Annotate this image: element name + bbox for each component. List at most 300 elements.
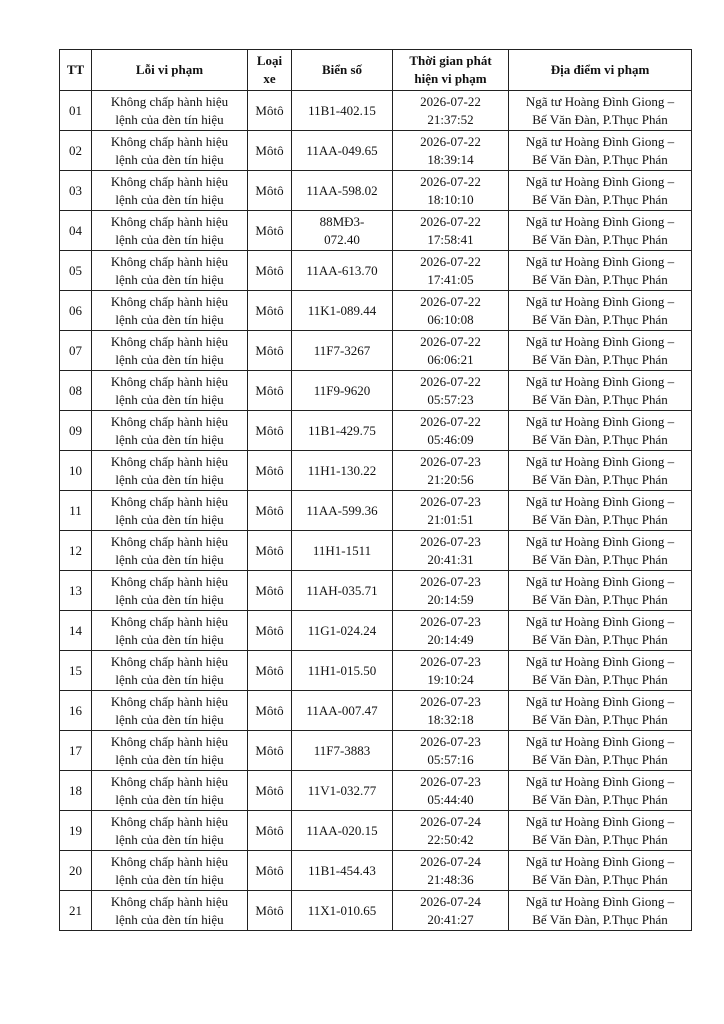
cell-loi-line2: lệnh của đèn tín hiệu xyxy=(115,511,224,527)
cell-dia-diem xyxy=(509,811,692,851)
cell-date: 2026-07-22 xyxy=(420,133,481,149)
cell-loi-line2: lệnh của đèn tín hiệu xyxy=(115,711,224,727)
cell-dd-line2: Bế Văn Đàn, P.Thục Phán xyxy=(532,551,668,567)
table-row xyxy=(60,291,692,331)
cell-bien-line1: 11AA-613.70 xyxy=(306,262,378,278)
cell-thoi-gian xyxy=(393,331,509,371)
cell-bien-line1: 11B1-402.15 xyxy=(308,102,376,118)
cell-loi-line2: lệnh của đèn tín hiệu xyxy=(115,271,224,287)
cell-loi-vi-pham xyxy=(92,451,248,491)
cell-dia-diem xyxy=(509,771,692,811)
cell-dd-line1: Ngã tư Hoàng Đình Giong – xyxy=(525,213,675,229)
cell-bien-line1: 11H1-015.50 xyxy=(307,662,377,678)
header-loi-vi-pham: Lỗi vi phạm xyxy=(92,50,248,91)
cell-bien-so xyxy=(292,91,393,131)
cell-loi-vi-pham xyxy=(92,731,248,771)
cell-dd-line2: Bế Văn Đàn, P.Thục Phán xyxy=(532,391,668,407)
cell-dia-diem xyxy=(509,211,692,251)
cell-loai-xe: Môtô xyxy=(248,771,292,811)
cell-loi-line1: Không chấp hành hiệu xyxy=(110,453,229,469)
cell-loai-xe: Môtô xyxy=(248,611,292,651)
cell-thoi-gian xyxy=(393,91,509,131)
cell-bien-line1: 11AA-599.36 xyxy=(306,502,378,518)
cell-dd-line1: Ngã tư Hoàng Đình Giong – xyxy=(525,653,675,669)
cell-bien-line1: 11G1-024.24 xyxy=(307,622,377,638)
table-row xyxy=(60,171,692,211)
cell-dia-diem xyxy=(509,571,692,611)
cell-bien-line1: 11B1-429.75 xyxy=(308,422,376,438)
cell-loi-line1: Không chấp hành hiệu xyxy=(110,413,229,429)
cell-thoi-gian xyxy=(393,211,509,251)
cell-loi-line2: lệnh của đèn tín hiệu xyxy=(115,471,224,487)
table-row xyxy=(60,571,692,611)
cell-time: 18:32:18 xyxy=(427,711,474,727)
cell-tt: 14 xyxy=(60,611,92,651)
cell-dd-line2: Bế Văn Đàn, P.Thục Phán xyxy=(532,511,668,527)
cell-loai-xe: Môtô xyxy=(248,91,292,131)
violations-table xyxy=(59,49,692,931)
cell-time: 18:10:10 xyxy=(427,191,474,207)
header-tt: TT xyxy=(60,50,92,91)
cell-dia-diem xyxy=(509,851,692,891)
cell-dd-line1: Ngã tư Hoàng Đình Giong – xyxy=(525,93,675,109)
cell-loai-xe: Môtô xyxy=(248,371,292,411)
cell-date: 2026-07-24 xyxy=(420,853,481,869)
cell-dd-line2: Bế Văn Đàn, P.Thục Phán xyxy=(532,351,668,367)
cell-bien-line1: 11X1-010.65 xyxy=(307,902,377,918)
cell-dia-diem xyxy=(509,291,692,331)
cell-loi-line2: lệnh của đèn tín hiệu xyxy=(115,671,224,687)
cell-loi-vi-pham xyxy=(92,131,248,171)
cell-date: 2026-07-23 xyxy=(420,453,481,469)
cell-dd-line2: Bế Văn Đàn, P.Thục Phán xyxy=(532,911,668,927)
cell-loi-line2: lệnh của đèn tín hiệu xyxy=(115,871,224,887)
cell-tt: 04 xyxy=(60,211,92,251)
cell-date: 2026-07-23 xyxy=(420,773,481,789)
table-row xyxy=(60,771,692,811)
cell-thoi-gian xyxy=(393,691,509,731)
cell-loi-line2: lệnh của đèn tín hiệu xyxy=(115,231,224,247)
cell-date: 2026-07-22 xyxy=(420,173,481,189)
table-row xyxy=(60,651,692,691)
cell-loi-vi-pham xyxy=(92,531,248,571)
cell-bien-line1: 11H1-130.22 xyxy=(307,462,377,478)
cell-loi-line2: lệnh của đèn tín hiệu xyxy=(115,151,224,167)
cell-dd-line1: Ngã tư Hoàng Đình Giong – xyxy=(525,293,675,309)
cell-date: 2026-07-22 xyxy=(420,373,481,389)
cell-loai-xe: Môtô xyxy=(248,811,292,851)
cell-bien-line1: 11V1-032.77 xyxy=(307,782,377,798)
cell-bien-so xyxy=(292,291,393,331)
cell-thoi-gian xyxy=(393,491,509,531)
cell-loi-line2: lệnh của đèn tín hiệu xyxy=(115,791,224,807)
cell-loai-xe: Môtô xyxy=(248,411,292,451)
cell-dd-line1: Ngã tư Hoàng Đình Giong – xyxy=(525,613,675,629)
cell-bien-so xyxy=(292,531,393,571)
cell-dd-line2: Bế Văn Đàn, P.Thục Phán xyxy=(532,271,668,287)
cell-tt: 09 xyxy=(60,411,92,451)
table-row xyxy=(60,331,692,371)
cell-loi-line2: lệnh của đèn tín hiệu xyxy=(115,551,224,567)
cell-loi-vi-pham xyxy=(92,171,248,211)
cell-loai-xe: Môtô xyxy=(248,571,292,611)
cell-bien-so xyxy=(292,251,393,291)
cell-tt: 13 xyxy=(60,571,92,611)
header-loai-xe xyxy=(248,50,292,91)
cell-loi-line2: lệnh của đèn tín hiệu xyxy=(115,831,224,847)
cell-tt: 21 xyxy=(60,891,92,931)
cell-loi-line1: Không chấp hành hiệu xyxy=(110,253,229,269)
cell-loi-line1: Không chấp hành hiệu xyxy=(110,573,229,589)
table-row xyxy=(60,411,692,451)
cell-bien-line1: 11B1-454.43 xyxy=(308,862,376,878)
cell-dd-line1: Ngã tư Hoàng Đình Giong – xyxy=(525,493,675,509)
table-row xyxy=(60,251,692,291)
cell-loi-line1: Không chấp hành hiệu xyxy=(110,173,229,189)
cell-time: 20:41:27 xyxy=(427,911,474,927)
cell-time: 06:10:08 xyxy=(427,311,474,327)
cell-bien-so xyxy=(292,571,393,611)
table-row xyxy=(60,211,692,251)
cell-time: 06:06:21 xyxy=(427,351,474,367)
cell-loai-xe: Môtô xyxy=(248,211,292,251)
table-row xyxy=(60,851,692,891)
cell-loi-line1: Không chấp hành hiệu xyxy=(110,333,229,349)
cell-loi-line2: lệnh của đèn tín hiệu xyxy=(115,631,224,647)
cell-loi-line2: lệnh của đèn tín hiệu xyxy=(115,191,224,207)
cell-tt: 08 xyxy=(60,371,92,411)
cell-bien-so xyxy=(292,451,393,491)
cell-loai-xe: Môtô xyxy=(248,851,292,891)
cell-time: 22:50:42 xyxy=(427,831,474,847)
cell-time: 05:44:40 xyxy=(427,791,474,807)
cell-loai-xe: Môtô xyxy=(248,491,292,531)
cell-dd-line2: Bế Văn Đàn, P.Thục Phán xyxy=(532,831,668,847)
cell-dd-line2: Bế Văn Đàn, P.Thục Phán xyxy=(532,431,668,447)
table-row xyxy=(60,611,692,651)
cell-loi-line2: lệnh của đèn tín hiệu xyxy=(115,911,224,927)
cell-dd-line1: Ngã tư Hoàng Đình Giong – xyxy=(525,733,675,749)
cell-dd-line1: Ngã tư Hoàng Đình Giong – xyxy=(525,893,675,909)
cell-dd-line1: Ngã tư Hoàng Đình Giong – xyxy=(525,333,675,349)
header-thoi-gian-line1: Thời gian phát xyxy=(409,53,492,68)
cell-bien-so xyxy=(292,691,393,731)
cell-dd-line2: Bế Văn Đàn, P.Thục Phán xyxy=(532,151,668,167)
cell-dd-line1: Ngã tư Hoàng Đình Giong – xyxy=(525,773,675,789)
cell-dia-diem xyxy=(509,451,692,491)
cell-bien-so xyxy=(292,411,393,451)
cell-bien-line1: 11AA-020.15 xyxy=(306,822,378,838)
cell-date: 2026-07-23 xyxy=(420,693,481,709)
cell-loi-line2: lệnh của đèn tín hiệu xyxy=(115,591,224,607)
cell-dd-line1: Ngã tư Hoàng Đình Giong – xyxy=(525,533,675,549)
cell-time: 20:41:31 xyxy=(427,551,474,567)
cell-bien-so xyxy=(292,851,393,891)
cell-date: 2026-07-22 xyxy=(420,93,481,109)
cell-loi-vi-pham xyxy=(92,651,248,691)
cell-bien-so xyxy=(292,211,393,251)
cell-loai-xe: Môtô xyxy=(248,691,292,731)
cell-dia-diem xyxy=(509,691,692,731)
cell-date: 2026-07-22 xyxy=(420,413,481,429)
cell-loi-line2: lệnh của đèn tín hiệu xyxy=(115,111,224,127)
cell-bien-line1: 11K1-089.44 xyxy=(307,302,377,318)
cell-thoi-gian xyxy=(393,451,509,491)
cell-thoi-gian xyxy=(393,851,509,891)
cell-dd-line1: Ngã tư Hoàng Đình Giong – xyxy=(525,453,675,469)
cell-dia-diem xyxy=(509,131,692,171)
cell-bien-line1: 11F9-9620 xyxy=(313,382,371,398)
cell-loi-vi-pham xyxy=(92,251,248,291)
cell-thoi-gian xyxy=(393,531,509,571)
header-row xyxy=(60,50,692,91)
cell-tt: 02 xyxy=(60,131,92,171)
cell-thoi-gian xyxy=(393,771,509,811)
cell-dd-line1: Ngã tư Hoàng Đình Giong – xyxy=(525,413,675,429)
header-loai-xe-line1: Loại xyxy=(256,53,283,68)
cell-loi-vi-pham xyxy=(92,491,248,531)
table-row xyxy=(60,91,692,131)
table-row xyxy=(60,691,692,731)
cell-loi-line1: Không chấp hành hiệu xyxy=(110,373,229,389)
cell-date: 2026-07-23 xyxy=(420,493,481,509)
cell-loai-xe: Môtô xyxy=(248,731,292,771)
cell-bien-so xyxy=(292,811,393,851)
cell-bien-so xyxy=(292,331,393,371)
cell-loi-line1: Không chấp hành hiệu xyxy=(110,93,229,109)
cell-loi-vi-pham xyxy=(92,211,248,251)
cell-bien-line1: 11AA-598.02 xyxy=(306,182,378,198)
cell-date: 2026-07-23 xyxy=(420,653,481,669)
cell-thoi-gian xyxy=(393,411,509,451)
cell-dd-line1: Ngã tư Hoàng Đình Giong – xyxy=(525,253,675,269)
cell-thoi-gian xyxy=(393,651,509,691)
cell-date: 2026-07-22 xyxy=(420,253,481,269)
cell-dd-line1: Ngã tư Hoàng Đình Giong – xyxy=(525,173,675,189)
cell-loi-line1: Không chấp hành hiệu xyxy=(110,773,229,789)
cell-tt: 19 xyxy=(60,811,92,851)
header-dia-diem: Địa điểm vi phạm xyxy=(509,50,692,91)
cell-thoi-gian xyxy=(393,731,509,771)
cell-loi-vi-pham xyxy=(92,891,248,931)
cell-date: 2026-07-24 xyxy=(420,813,481,829)
cell-bien-line1: 11AH-035.71 xyxy=(306,582,378,598)
cell-loi-vi-pham xyxy=(92,611,248,651)
cell-loai-xe: Môtô xyxy=(248,291,292,331)
cell-thoi-gian xyxy=(393,611,509,651)
cell-time: 21:20:56 xyxy=(427,471,474,487)
cell-dia-diem xyxy=(509,371,692,411)
cell-loi-line2: lệnh của đèn tín hiệu xyxy=(115,311,224,327)
cell-dia-diem xyxy=(509,531,692,571)
cell-dd-line2: Bế Văn Đàn, P.Thục Phán xyxy=(532,871,668,887)
cell-dd-line2: Bế Văn Đàn, P.Thục Phán xyxy=(532,191,668,207)
table-row xyxy=(60,531,692,571)
cell-date: 2026-07-22 xyxy=(420,333,481,349)
cell-loi-line1: Không chấp hành hiệu xyxy=(110,493,229,509)
cell-dia-diem xyxy=(509,411,692,451)
cell-thoi-gian xyxy=(393,171,509,211)
cell-thoi-gian xyxy=(393,371,509,411)
cell-bien-line2: 072.40 xyxy=(324,231,360,247)
cell-dia-diem xyxy=(509,91,692,131)
cell-dd-line2: Bế Văn Đàn, P.Thục Phán xyxy=(532,111,668,127)
cell-loi-vi-pham xyxy=(92,691,248,731)
cell-loai-xe: Môtô xyxy=(248,891,292,931)
cell-tt: 12 xyxy=(60,531,92,571)
table-row xyxy=(60,811,692,851)
cell-dia-diem xyxy=(509,171,692,211)
cell-loi-line1: Không chấp hành hiệu xyxy=(110,733,229,749)
cell-time: 19:10:24 xyxy=(427,671,474,687)
cell-time: 21:01:51 xyxy=(427,511,474,527)
cell-dd-line1: Ngã tư Hoàng Đình Giong – xyxy=(525,693,675,709)
cell-dia-diem xyxy=(509,731,692,771)
table-row xyxy=(60,371,692,411)
cell-loai-xe: Môtô xyxy=(248,171,292,211)
cell-loi-line1: Không chấp hành hiệu xyxy=(110,613,229,629)
cell-loai-xe: Môtô xyxy=(248,251,292,291)
cell-tt: 20 xyxy=(60,851,92,891)
header-thoi-gian xyxy=(393,50,509,91)
cell-bien-so xyxy=(292,771,393,811)
cell-tt: 01 xyxy=(60,91,92,131)
cell-loai-xe: Môtô xyxy=(248,131,292,171)
cell-tt: 10 xyxy=(60,451,92,491)
cell-tt: 15 xyxy=(60,651,92,691)
cell-date: 2026-07-22 xyxy=(420,293,481,309)
cell-bien-so xyxy=(292,371,393,411)
header-bien-so: Biển số xyxy=(292,50,393,91)
cell-date: 2026-07-23 xyxy=(420,733,481,749)
cell-date: 2026-07-23 xyxy=(420,533,481,549)
cell-dd-line2: Bế Văn Đàn, P.Thục Phán xyxy=(532,231,668,247)
cell-dd-line2: Bế Văn Đàn, P.Thục Phán xyxy=(532,791,668,807)
cell-loai-xe: Môtô xyxy=(248,651,292,691)
cell-time: 05:57:16 xyxy=(427,751,474,767)
cell-date: 2026-07-23 xyxy=(420,573,481,589)
cell-bien-line1: 11AA-007.47 xyxy=(306,702,378,718)
table-row xyxy=(60,131,692,171)
cell-tt: 07 xyxy=(60,331,92,371)
cell-bien-so xyxy=(292,891,393,931)
cell-thoi-gian xyxy=(393,891,509,931)
cell-thoi-gian xyxy=(393,811,509,851)
table-header xyxy=(60,50,692,91)
cell-tt: 06 xyxy=(60,291,92,331)
cell-dd-line2: Bế Văn Đàn, P.Thục Phán xyxy=(532,591,668,607)
cell-time: 05:46:09 xyxy=(427,431,474,447)
cell-tt: 17 xyxy=(60,731,92,771)
cell-loi-vi-pham xyxy=(92,331,248,371)
cell-dd-line1: Ngã tư Hoàng Đình Giong – xyxy=(525,133,675,149)
cell-time: 17:58:41 xyxy=(427,231,474,247)
cell-time: 20:14:49 xyxy=(427,631,474,647)
cell-dd-line2: Bế Văn Đàn, P.Thục Phán xyxy=(532,471,668,487)
cell-date: 2026-07-23 xyxy=(420,613,481,629)
cell-loi-line1: Không chấp hành hiệu xyxy=(110,853,229,869)
cell-loi-line1: Không chấp hành hiệu xyxy=(110,893,229,909)
cell-loi-line2: lệnh của đèn tín hiệu xyxy=(115,351,224,367)
cell-loi-line2: lệnh của đèn tín hiệu xyxy=(115,751,224,767)
cell-thoi-gian xyxy=(393,291,509,331)
header-thoi-gian-line2: hiện vi phạm xyxy=(414,71,487,86)
cell-dia-diem xyxy=(509,251,692,291)
cell-time: 21:37:52 xyxy=(427,111,474,127)
cell-dia-diem xyxy=(509,651,692,691)
cell-dd-line1: Ngã tư Hoàng Đình Giong – xyxy=(525,853,675,869)
header-loai-xe-line2: xe xyxy=(263,71,276,86)
cell-dd-line2: Bế Văn Đàn, P.Thục Phán xyxy=(532,671,668,687)
cell-loi-vi-pham xyxy=(92,291,248,331)
cell-loi-line1: Không chấp hành hiệu xyxy=(110,213,229,229)
cell-loi-line1: Không chấp hành hiệu xyxy=(110,133,229,149)
cell-bien-so xyxy=(292,611,393,651)
cell-dia-diem xyxy=(509,611,692,651)
cell-dia-diem xyxy=(509,891,692,931)
cell-bien-line1: 11F7-3883 xyxy=(313,742,371,758)
cell-date: 2026-07-22 xyxy=(420,213,481,229)
cell-dd-line2: Bế Văn Đàn, P.Thục Phán xyxy=(532,311,668,327)
table-body xyxy=(60,91,692,931)
cell-dia-diem xyxy=(509,491,692,531)
cell-loi-vi-pham xyxy=(92,851,248,891)
cell-date: 2026-07-24 xyxy=(420,893,481,909)
cell-loi-line1: Không chấp hành hiệu xyxy=(110,693,229,709)
cell-tt: 05 xyxy=(60,251,92,291)
cell-dia-diem xyxy=(509,331,692,371)
cell-loi-vi-pham xyxy=(92,571,248,611)
cell-bien-line1: 11H1-1511 xyxy=(312,542,372,558)
cell-loai-xe: Môtô xyxy=(248,531,292,571)
cell-time: 05:57:23 xyxy=(427,391,474,407)
cell-tt: 11 xyxy=(60,491,92,531)
cell-bien-so xyxy=(292,491,393,531)
cell-time: 21:48:36 xyxy=(427,871,474,887)
cell-thoi-gian xyxy=(393,571,509,611)
cell-loi-line2: lệnh của đèn tín hiệu xyxy=(115,431,224,447)
cell-time: 20:14:59 xyxy=(427,591,474,607)
cell-loi-line1: Không chấp hành hiệu xyxy=(110,533,229,549)
cell-dd-line1: Ngã tư Hoàng Đình Giong – xyxy=(525,813,675,829)
cell-dd-line2: Bế Văn Đàn, P.Thục Phán xyxy=(532,711,668,727)
cell-bien-line1: 88MĐ3- xyxy=(319,213,365,229)
cell-loi-line1: Không chấp hành hiệu xyxy=(110,653,229,669)
cell-thoi-gian xyxy=(393,251,509,291)
cell-loai-xe: Môtô xyxy=(248,451,292,491)
cell-tt: 03 xyxy=(60,171,92,211)
cell-loi-line1: Không chấp hành hiệu xyxy=(110,293,229,309)
table-row xyxy=(60,731,692,771)
cell-loi-vi-pham xyxy=(92,811,248,851)
cell-tt: 18 xyxy=(60,771,92,811)
cell-bien-so xyxy=(292,731,393,771)
table-row xyxy=(60,491,692,531)
cell-dd-line1: Ngã tư Hoàng Đình Giong – xyxy=(525,373,675,389)
cell-loai-xe: Môtô xyxy=(248,331,292,371)
cell-loi-vi-pham xyxy=(92,411,248,451)
table-row xyxy=(60,891,692,931)
cell-thoi-gian xyxy=(393,131,509,171)
cell-bien-line1: 11AA-049.65 xyxy=(306,142,378,158)
cell-loi-vi-pham xyxy=(92,91,248,131)
table-row xyxy=(60,451,692,491)
cell-loi-line2: lệnh của đèn tín hiệu xyxy=(115,391,224,407)
cell-tt: 16 xyxy=(60,691,92,731)
cell-loi-line1: Không chấp hành hiệu xyxy=(110,813,229,829)
cell-loi-vi-pham xyxy=(92,771,248,811)
cell-dd-line1: Ngã tư Hoàng Đình Giong – xyxy=(525,573,675,589)
